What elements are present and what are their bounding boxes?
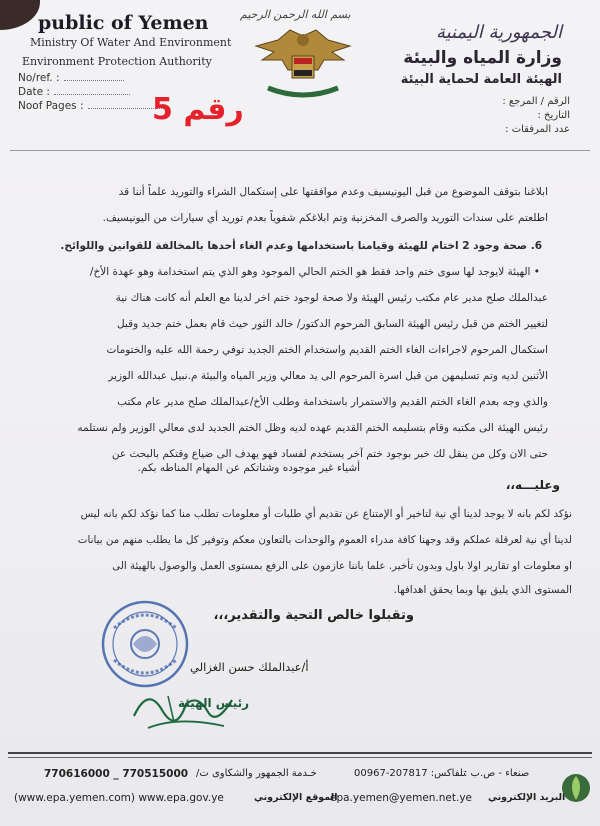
- footer-website-label: الموقع الإلكتروني: [254, 792, 338, 803]
- footer-complaints: خـدمة الجمهور والشكاوى ت/: [196, 768, 317, 779]
- signatory-name: أ/عبدالملك حسن الغزالي: [190, 660, 309, 674]
- greeting: وتقبلوا خالص التحية والتقدير،،،: [213, 608, 414, 623]
- ar-republic: الجمهورية اليمنية: [435, 22, 562, 43]
- ar-date-field: التاريخ :: [537, 110, 570, 121]
- footer-email: epa.yemen@yemen.net.ye: [330, 792, 473, 804]
- header-divider: [10, 150, 590, 151]
- eng-ref-field: No/ref. :: [18, 72, 124, 84]
- body-line: لتغيير الختم من قبل رئيس الهيئة السابق المرحوم الدكتور/ خالد الثور حيث قام بعمل ختم جديد وقبل: [116, 318, 548, 330]
- footer-rule-thin: [8, 757, 592, 758]
- footer-website: (www.epa.yemen.com) www.epa.gov.ye: [14, 792, 224, 804]
- eng-date-field: Date :: [18, 86, 130, 98]
- body-line: عبدالملك صلح مدير عام مكتب رئيس الهيئة ولا صحة لوجود ختم اخر لدينا مع العلم أنه كانت هناك نية: [115, 292, 548, 304]
- body-line: • الهيئة لايوجد لها سوى ختم واحد فقط هو الختم الحالي الموجود وهو الذي يتم استخدامة وهو عهدة الأخ/: [89, 266, 540, 278]
- eng-country-title: public of Yemen: [38, 12, 209, 34]
- closing-line: او معلومات او تقارير اولا باول وبدون تأخير. علما باننا عازمون على الرفع بمستوى العمل والوصول بالهيئة الى: [112, 560, 572, 572]
- signatory-title: رئيس الهيئة: [178, 696, 250, 710]
- ar-authority: الهيئة العامة لحماية البيئة: [400, 72, 562, 87]
- body-line: الأثنين لديه وتم تسليمهن من قبل اسرة المرحوم الى يد معالي وزير المياه والبيئة م.نبيل عبدالله الوزير: [108, 370, 548, 382]
- ar-ministry: وزارة المياه والبيئة: [403, 48, 562, 68]
- footer-phones: 770616000 _ 770515000: [44, 768, 189, 780]
- closing-line: لدينا أي نية لعرقلة عملكم وقد وجهنا كافة مدراء العموم والوحدات بالتعاون معكم وتوفير كل ما يطلب منهم من بيانات: [77, 534, 572, 546]
- eng-authority: Environment Protection Authority: [22, 55, 212, 68]
- body-line: ابلاغنا بتوقف الموضوع من قبل اليونيسيف وعدم موافقتها على إستكمال الشراء والتوريد علماً أننا قد: [118, 186, 548, 198]
- body-line: استكمال المرحوم لاجراءات الغاء الختم القديم واستخدام الختم الجديد توفي رحمة الله عليه والختومات: [106, 344, 548, 356]
- body-line: أشياء غير موجوده وشتاتكم عن المهام المناطه بكم.: [137, 462, 360, 474]
- epa-logo-icon: [560, 770, 592, 806]
- footer-fax: تلفاكس: 207817-00967: [354, 768, 466, 779]
- ar-ref-field: الرقم / المرجع :: [502, 96, 570, 107]
- footer-address: صنعاء - ص.ب :: [464, 768, 530, 779]
- body-line: حتى الان وكل من ينقل لك خبر بوجود ختم آخر يستخدم لفساد فهو يهدف الى ضياع وقتكم بالبحث عن: [111, 448, 548, 460]
- footer-rule: [8, 752, 592, 754]
- body-line: رئيس الهيئة الى مكتبه وقام بتسليمه الختم القديم عهده لديه وظل الختم الجديد لدى معالي الوزير ولم نستلمه: [77, 422, 548, 434]
- handwritten-number-annotation: رقم 5: [152, 92, 244, 127]
- body-line: اطلعتم على سندات التوريد والصرف المخزنية وتم ابلاغكم شفوياً بعدم توريد أي سيارات من اليونيسيف.: [102, 212, 548, 224]
- background-corner: [0, 0, 40, 30]
- body-line: والذي وجه بعدم الغاء الختم القديم والاستمرار باستخدامة وطلب الأخ/عبدالملك صلح مدير عام مكتب: [117, 396, 548, 408]
- closing-line: نؤكد لكم بانه لا يوجد لدينا أي نية لتاخير أو الإمتناع عن تقديم أي طلبات أو معلومات تطلب منا كما نؤكد لكم بانه ليس: [80, 508, 572, 520]
- basmala: بسم الله الرحمن الرحيم: [240, 8, 351, 21]
- closing-line: المستوى الذي يليق بها وبما يحقق اهدافها.: [393, 584, 572, 596]
- footer-email-label: البريد الإلكتروني: [488, 792, 566, 803]
- body-point-6: 6. صحة وجود 2 اختام للهيئة وقيامنا باستخدامها وعدم الغاء أحدها بالمخالفة للقوانين واللوائح.: [60, 240, 542, 252]
- therefore-heading: وعليـــه،،: [505, 478, 560, 492]
- eng-pages-field: Noof Pages :: [18, 100, 168, 112]
- eng-ministry: Ministry Of Water And Environment: [30, 36, 232, 49]
- ar-attachments-field: عدد المرفقات :: [505, 124, 570, 135]
- yemen-eagle-emblem-icon: [248, 26, 358, 102]
